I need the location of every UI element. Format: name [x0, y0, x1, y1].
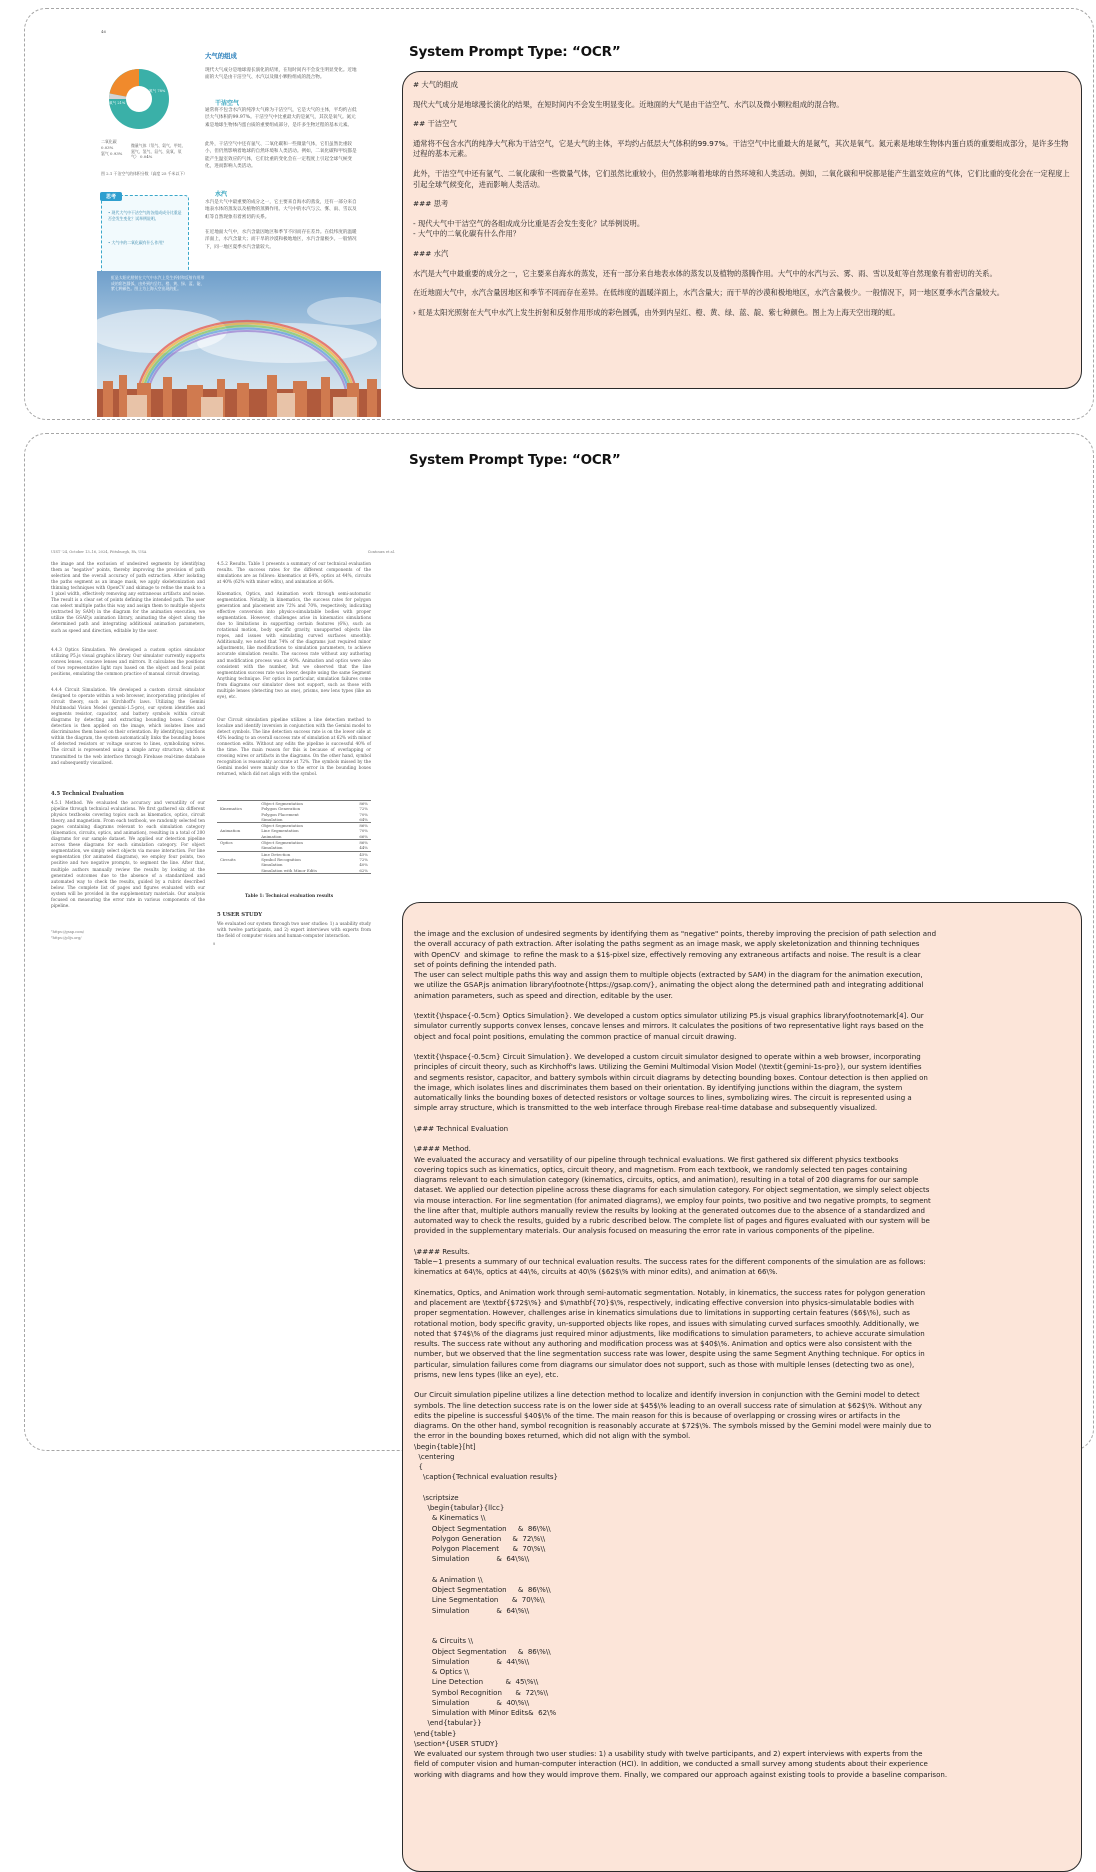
paper-col2-paragraph-2: Kinematics, Optics, and Animation work through semi-automatic segmentation. Notably, in kinematics, the success rates for polygon generation and placement are 72% and 70%, respectively, indicating effective conversion into physics-simulatable bodies with proper segmentation. However, challenges arise in kinematics simulations due to limitations in supporting certain features (6%), such as rotational motion, body specific gravity, unsupported objects like ropes, and issues with simulating curved surfaces smoothly. Additionally, we noted that 74% of the diagrams just required minor adjustments, like modifications to simulation parameters, to achieve accurate simulation results. The success rate without any authoring and modification process was at 40%. Animation and optics were also consistent with the number, but we observed that the line segmentation success rate was lower, despite using the same Segment Anything technique. For optics in particular, simulation failures come from diagrams our simulator does not support, such as those with multiple lenses (detecting two as one), prisms, new lens types (like an eye), etc. [217, 592, 371, 700]
paper-col1-paragraph-4: 4.5.1 Method. We evaluated the accuracy and versatility of our pipeline through technical evaluations. We first gathered six different physics textbooks covering topics such as kinematics, optics, circuit theory, and magnetism. From each textbook, we randomly selected ten pages containing diagrams relevant to each simulation category (kinematics, circuits, optics, and animation), resulting in a total of 200 diagrams for our sample dataset. We applied our detection pipeline across these diagrams for each simulation category. For object segmentation, we simply select objects via mouse interaction. For line segmentation (for animated diagrams), we employ four points, two positive and two negative prompts, to segment the line. After that, multiple authors manually review the results by looking at the generated outcomes due to the absence of a standardized and automated way to check the results, guided by a rubric described below. The complete list of pages and figures evaluated with our system will be provided in the supplementary materials. Our analysis focused on measuring the error rate in various components of the pipeline. [51, 801, 205, 909]
paper-footnote-1: ¹https://gsap.com/ [51, 930, 84, 934]
technical-evaluation-table [217, 800, 371, 874]
table-value-cell: 40% [359, 862, 368, 868]
water-paragraph-2: 在近地面大气中，水汽含量因地区和季节不同而存在差异。在低纬度的温暖洋面上，水汽含量大；而干旱的沙漠和极地地区，水汽含量极少。一般情况下，同一地区夏季水汽含量较大。 [205, 230, 357, 250]
dry-air-paragraph-1: 通常将不包含水汽的纯净大气称为干洁空气，它是大气的主体，平均约占低层大气体积的99.97%。干洁空气中比重最大的是氮气，其次是氧气。氮元素是地球生物体内蛋白质的重要组成部分，是许多生物过程的基本元素。 [205, 108, 357, 128]
ocr-line: 水汽是大气中最重要的成分之一，它主要来自海水的蒸发，还有一部分来自地表水体的蒸发以及植物的蒸腾作用。大气中的水汽与云、雾、雨、雪以及虹等自然现象有着密切的关系。 [413, 268, 997, 278]
paper-header-left: UIST '24, October 13–16, 2024, Pittsburgh, PA, USA [51, 550, 147, 554]
table-group-cell: Animation [220, 828, 241, 834]
table-value-cell: 70% [359, 811, 368, 817]
table-metric-cell: Object Segmentation [258, 801, 349, 807]
table-value-cell: 66% [359, 833, 368, 839]
table-metric-cell: Object Segmentation [258, 823, 349, 829]
table-metric-cell: Polygon Placement [261, 811, 299, 817]
table-value-cell: 86% [349, 840, 371, 846]
ocr-line: ## 干洁空气 [413, 119, 457, 129]
paper-header-right: Contoura et al. [367, 550, 395, 554]
prompt-type-label: System Prompt Type: “OCR” [409, 44, 621, 60]
table-value-cell: 64% [359, 816, 368, 822]
textbook-page-image [71, 15, 361, 415]
section-dry-air-heading: 干洁空气 [215, 100, 240, 107]
think-question-2: • 大气中的二氧化碳有什么作用？ [108, 240, 166, 245]
pie-label-oxygen: 氧气 21% [109, 101, 126, 105]
prompt-type-label: System Prompt Type: “OCR” [409, 452, 621, 468]
air-composition-pie-chart [103, 63, 175, 135]
paper-col2-paragraph-3: Our Circuit simulation pipeline utilizes a line detection method to localize and identify inversion in conjunction with the Gemini model to detect symbols. The line detection success rate is on the lower side at 45% leading to an overall success rate of simulation at 62% with minor connection edits. Without any edits the pipeline is successful 40% of the time. The main reason for this is because of overlapping or crossing wires or artifacts in the diagrams. On the other hand, symbol recognition is reasonably accurate at 72%. The symbols missed by the Gemini model were mainly due to the error in the bounding boxes returned, which did not align with the symbol. [217, 718, 371, 778]
table-metric-cell: Simulation [261, 845, 283, 851]
table-metric-cell: Animation [261, 833, 282, 839]
ocr-line: 在近地面大气中，水汽含量因地区和季节不同而存在差异。在低纬度的温暖洋面上，水汽含量大；而干旱的沙漠和极地地区，水汽含量极少。一般情况下，同一地区夏季水汽含量较大。 [413, 288, 1005, 298]
section-water-heading: 水汽 [215, 191, 228, 198]
paper-col1-paragraph-3: 4.4.4 Circuit Simulation. We developed a custom circuit simulator designed to operate within a web browser, incorporating principles of circuit theory, such as Kirchhoff's laws. Utilizing the Gemini Multimodal Vision Model (gemini-1.5-pro), our system identifies and segments resistor, capacitor, and battery symbols within circuit diagrams by detecting and extracting bounding boxes. Contour detection is then applied on the image, which isolates lines and discriminates them based on their orientation. By identifying junctions within the diagram, the system automatically links the bounding boxes of detected resistors or voltage sources to lines, symbolizing wires. The circuit is represented using a simple array structure, which is transmitted to the web interface through Firebase real-time database and subsequently visualized. [51, 688, 205, 766]
table-metric-cell: Object Segmentation [258, 840, 349, 846]
table-value-cell: 72% [359, 806, 368, 812]
ocr-line: - 现代大气中干洁空气的各组成成分比重是否会发生变化？试举例说明。 - 大气中的二氧化碳有什么作用？ [413, 218, 645, 239]
table-group-cell: Kinematics [220, 806, 242, 812]
table-metric-cell: Simulation with Minor Edits [258, 868, 349, 874]
ocr-output-box [402, 902, 1082, 1872]
table-value-cell: 70% [359, 828, 368, 834]
paper-col2-paragraph-4: We evaluated our system through two user studies: 1) a usability study with twelve participants, and 2) expert interviews with experts from the field of computer vision and human-computer interaction. [217, 922, 371, 940]
table-group-cell: Circuits [220, 856, 236, 862]
table-metric-cell: Polygon Generation [261, 806, 301, 812]
ocr-line: ### 水汽 [413, 248, 449, 258]
think-question-1: • 现代大气中干洁空气的各组成成分比重是否会发生变化？试举例说明。 [108, 210, 182, 221]
example-panel-ocr-textbook [24, 8, 1094, 420]
ocr-latex-text: the image and the exclusion of undesired segments by identifying them as "negative" points, thereby improving the precision of path selection and the overall accuracy of path extraction. After isolating the paths segment as an image mask, we apply skeletonization and thinning techniques with OpenCV and skimage to refine the mask to a $1$-pixel size, effectively removing any extraneous artifacts and noise. The result is a clear set of points defining the intended path. The user can select multiple paths this way and assign them to multiple objects (extracted by SAM) in the diagram for the animation execution, we utilize the GSAP.js animation library\footnote{https://gsap.com/}, animating the object along the determined path and integrating additional animation parameters, such as speed and direction, editable by the user. \textit{\hspace{-0.5cm} Optics Simulation}. We developed a custom optics simulator utilizing P5.js visual graphics library\footnotemark[4]. Our simulator currently supports convex lenses, concave lenses and mirrors. It calculates the positions of two representative light rays based on the object and focal point positions, emulating the common practice of manual circuit drawing. \textit{\hspace{-0.5cm} Circuit Simulation}. We developed a custom circuit simulator designed to operate within a web browser, incorporating principles of circuit theory, such as Kirchhoff's laws. Utilizing the Gemini Multimodal Vision Model (\textit{gemini-1s-pro}), our system identifies and segments resistor, capacitor, and battery symbols within circuit diagrams by detecting bounding boxes. Contour detection is then applied on the image, which isolates lines and discriminates them based on their orientation. By identifying junctions within the diagram, the system automatically links the bounding boxes of detected resistors or voltage sources to lines, symbolizing wires. The circuit is represented using a simple array structure, which is transmitted to the web interface through Firebase real-time database and subsequently visualized. \### Technical Evaluation \#### Method. We evaluated the accuracy and versatility of our pipeline through technical evaluations. We first gathered six different physics textbooks covering topics such as kinematics, optics, circuit theory, and magnetism. From each textbook, we randomly selected ten pages containing diagrams relevant to each simulation category (kinematics, circuits, optics, and animation), resulting in a total of 200 diagrams for our sample dataset. We applied our detection pipeline across these diagrams for each simulation category. For object segmentation, we simply select objects via mouse interaction. For line segmentation (for animated diagrams), we employ four points, two positive and two negative prompts, to segment the line after that, multiple authors manually review the results by looking at the generated outcomes due to the absence of a standardized and automated way to check the results, guided by a rubric described below. The complete list of pages and figures evaluated with our system will be provided in the supplementary materials. Our analysis focused on measuring the error rate in various components of the pipeline. \#### Results. Table~1 presents a summary of our technical evaluation results. The success rates for the different components of the simulation are as follows: kinematics at 64\%, optics at 44\%, circuits at 40\% ($62$\% with minor edits), and animation at 66\%. Kinematics, Optics, and Animation work through semi-automatic segmentation. Notably, in kinematics, the success rates for polygon generation and placement are \textbf{$72$\%} and $\mathbf{70}$\%, respectively, indicating effective conversion into physics-simulatable bodies with proper segmentation. However, challenges arise in kinematics simulations due to limitations in supporting certain features ($6$\%), such as rotational motion, body specific gravity, un-supported objects like ropes, and issues with simulating curved surfaces smoothly. Additionally, we noted that $74$\% of the diagrams just required minor adjustments, like modifications to simulation parameters, to achieve accurate simulation results. The success rate without any authoring and modification process was at $40$\%. Animation and optics were also consistent with the number, but we observed that the line segmentation success rate was lower, despite using the same Segment Anything technique. For optics in particular, simulation failures come from diagrams our simulator does not support, such as those with multiple lenses (detecting two as one), prisms, new lens types (like an eye), etc. Our Circuit simulation pipeline utilizes a line detection method to localize and identify inversion in conjunction with the Gemini model to detect symbols. The line detection success rate is on the lower side at $45$\% leading to an overall success rate of simulation at $62$\%. Without any edits the pipeline is successful $40$\% of the time. The main reason for this is because of overlapping or crossing wires or artifacts in the diagrams. On the other hand, symbol recognition is reasonably accurate at $72$\%. The symbols missed by the Gemini model were mainly due to the error in the bounding boxes returned, which did not align with the symbol. \begin{table}[ht] \centering { \caption{Technical evaluation results} \scriptsize \begin{tabular}{llcc} & Kinematics \\ Object Segmentation & 86\%\\ Polygon Generation & 72\%\\ Polygon Placement & 70\%\\ Simulation & 64\%\\ & Animation \\ Object Segmentation & 86\%\\ Line Segmentation & 70\%\\ Simulation & 64\%\\ & Circuits \\ Object Segmentation & 86\%\\ Simulation & 44\%\\ & Optics \\ Line Detection & 45\%\\ Symbol Recognition & 72\%\\ Simulation & 40\%\\ Simulation with Minor Edits& 62\% \end{tabular}} \end{table} \section*{USER STUDY} We evaluated our system through two user studies: 1) a usability study with twelve participants, and 2) expert interviews with experts from the field of computer vision and human-computer interaction (HCI). In addition, we conducted a small survey among students about their experience working with diagrams and how they would improve them. Finally, we compared our approach against existing tools to provide a baseline comparison. [414, 929, 948, 1779]
table-metric-cell: Simulation [261, 816, 283, 822]
ocr-line: › 虹是太阳光照射在大气中水汽上发生折射和反射作用形成的彩色圆弧，由外到内呈红、橙、黄、绿、蓝、靛、紫七种颜色。图上为上海天空出现的虹。 [413, 307, 900, 317]
ocr-line: 此外，干洁空气中还有氩气、二氧化碳和一些微量气体，它们虽然比重较小，但仍然影响着地球的自然环境和人类活动。例如，二氧化碳和甲烷都是能产生温室效应的气体，它们比重的变化会在一定程度上引起全球气候变化，进而影响人类活动。 [413, 168, 1070, 189]
paper-footnote-2: ²https://p5js.org/ [51, 936, 82, 940]
pie-label-trace: 微量气体（氖气、氦气、甲烷、氪气、氢气、氙气、臭氧、氡气） 0.04% [131, 143, 186, 160]
textbook-intro: 现代大气成分是地球漫长演化的结果，在短时间内不会发生明显变化。近地面的大气是由干洁空气、水汽以及微小颗粒组成的混合物。 [205, 68, 357, 81]
paper-page-image [47, 546, 401, 1006]
table-caption: Table 1: Technical evaluation results [245, 894, 334, 899]
rainbow-photo [97, 271, 381, 417]
table-value-cell: 72% [359, 856, 368, 862]
think-label: 思考 [100, 192, 122, 201]
paper-col2-paragraph-1: 4.5.2 Results. Table 1 presents a summary of our technical evaluation results. The success rates for the different components of the simulations are as follows: kinematics at 64%, optics at 44%, circuits at 40% (62% with minor edits), and animation at 66%. [217, 562, 371, 586]
pie-label-co2: 二氧化碳 0.03% [101, 139, 117, 150]
example-panel-ocr-paper [24, 433, 1094, 1779]
paper-col1-paragraph-2: 4.4.3 Optics Simulation. We developed a custom optics simulator utilizing P5.js visual graphics library. Our simulator currently supports convex lenses, concave lenses and mirrors. It calculates the positions of two representative light rays based on the object and focal point positions, emulating the common practice of manual circuit drawing. [51, 648, 205, 678]
water-paragraph-1: 水汽是大气中最重要的成分之一，它主要来自海水的蒸发，还有一部分来自地表水体的蒸发以及植物的蒸腾作用。大气中的水汽与云、雾、雨、雪以及虹等自然现象有着密切的关系。 [205, 200, 357, 220]
table-value-cell: 45% [349, 851, 371, 857]
table-value-cell: 86% [349, 801, 371, 807]
ocr-output-box [402, 71, 1082, 389]
dry-air-paragraph-2: 此外，干洁空气中还有氩气、二氧化碳和一些微量气体，它们虽然比重较小，但仍然影响着地球的自然环境和人类活动。例如，二氧化碳和甲烷都是能产生温室效应的气体，它们比重的变化会在一定程度上引起全球气候变化，进而影响人类活动。 [205, 142, 357, 170]
ocr-line: 通常将不包含水汽的纯净大气称为干洁空气，它是大气的主体，平均约占低层大气体积的99.97%。干洁空气中比重最大的是氮气，其次是氧气。氮元素是地球生物体内蛋白质的重要组成部分，是许多生物过程的基本元素。 [413, 138, 1069, 159]
textbook-title: 大气的组成 [205, 52, 237, 60]
figure-caption: 图 2.1 干洁空气的体积分数（高度 25 千米以下） [101, 171, 188, 176]
ocr-line: 现代大气成分是地球漫长演化的结果，在短时间内不会发生明显变化。近地面的大气是由干洁空气、水汽以及微小颗粒组成的混合物。 [413, 99, 844, 109]
table-metric-cell: Line Segmentation [261, 828, 299, 834]
paper-col1-paragraph-1: the image and the exclusion of undesired segments by identifying them as "negative" points, thereby improving the precision of path selection and the overall accuracy of path extraction. After isolating the paths segment as an image mask, we apply skeletonization and thinning techniques with OpenCV and skimage to refine the mask to a 1 pixel width, effectively removing any extraneous artifacts and noise. The result is a clear set of points defining the intended path. The user can select multiple paths this way and assign them to multiple objects (extracted by SAM) in the diagram for the animation execution, we utilize the GSAP.js animation library, animating the object along the determined path and integrating additional animation parameters, such as speed and direction, editable by the user. [51, 562, 205, 634]
table-row [217, 868, 371, 874]
table-value-cell: 44% [359, 845, 368, 851]
paper-section-heading-5: 5 USER STUDY [217, 912, 263, 918]
ocr-line: ### 思考 [413, 199, 449, 209]
table-value-cell: 86% [349, 823, 371, 829]
table-metric-cell: Symbol Recognition [261, 856, 301, 862]
think-box [101, 195, 189, 275]
rainbow-caption: 虹是太阳光照射在大气中水汽上发生折射和反射作用形成的彩色圆弧，由外到内呈红、橙、黄、绿、蓝、靛、紫七种颜色。图上为上海天空出现的虹。 [111, 275, 205, 292]
textbook-page-number: 46 [101, 29, 106, 34]
table-metric-cell: Line Detection [258, 851, 349, 857]
table-value-cell: 62% [349, 868, 371, 874]
table-metric-cell: Simulation [261, 862, 283, 868]
pie-label-nitrogen: 氮气 78% [149, 89, 166, 93]
paper-section-heading-4-5: 4.5 Technical Evaluation [51, 791, 124, 797]
ocr-line: # 大气的组成 [413, 80, 458, 89]
pie-label-argon: 氩气 0.93% [101, 151, 123, 156]
table-group-cell: Optics [217, 840, 258, 846]
table-group-cell [217, 868, 258, 874]
paper-page-number: 8 [213, 942, 216, 946]
